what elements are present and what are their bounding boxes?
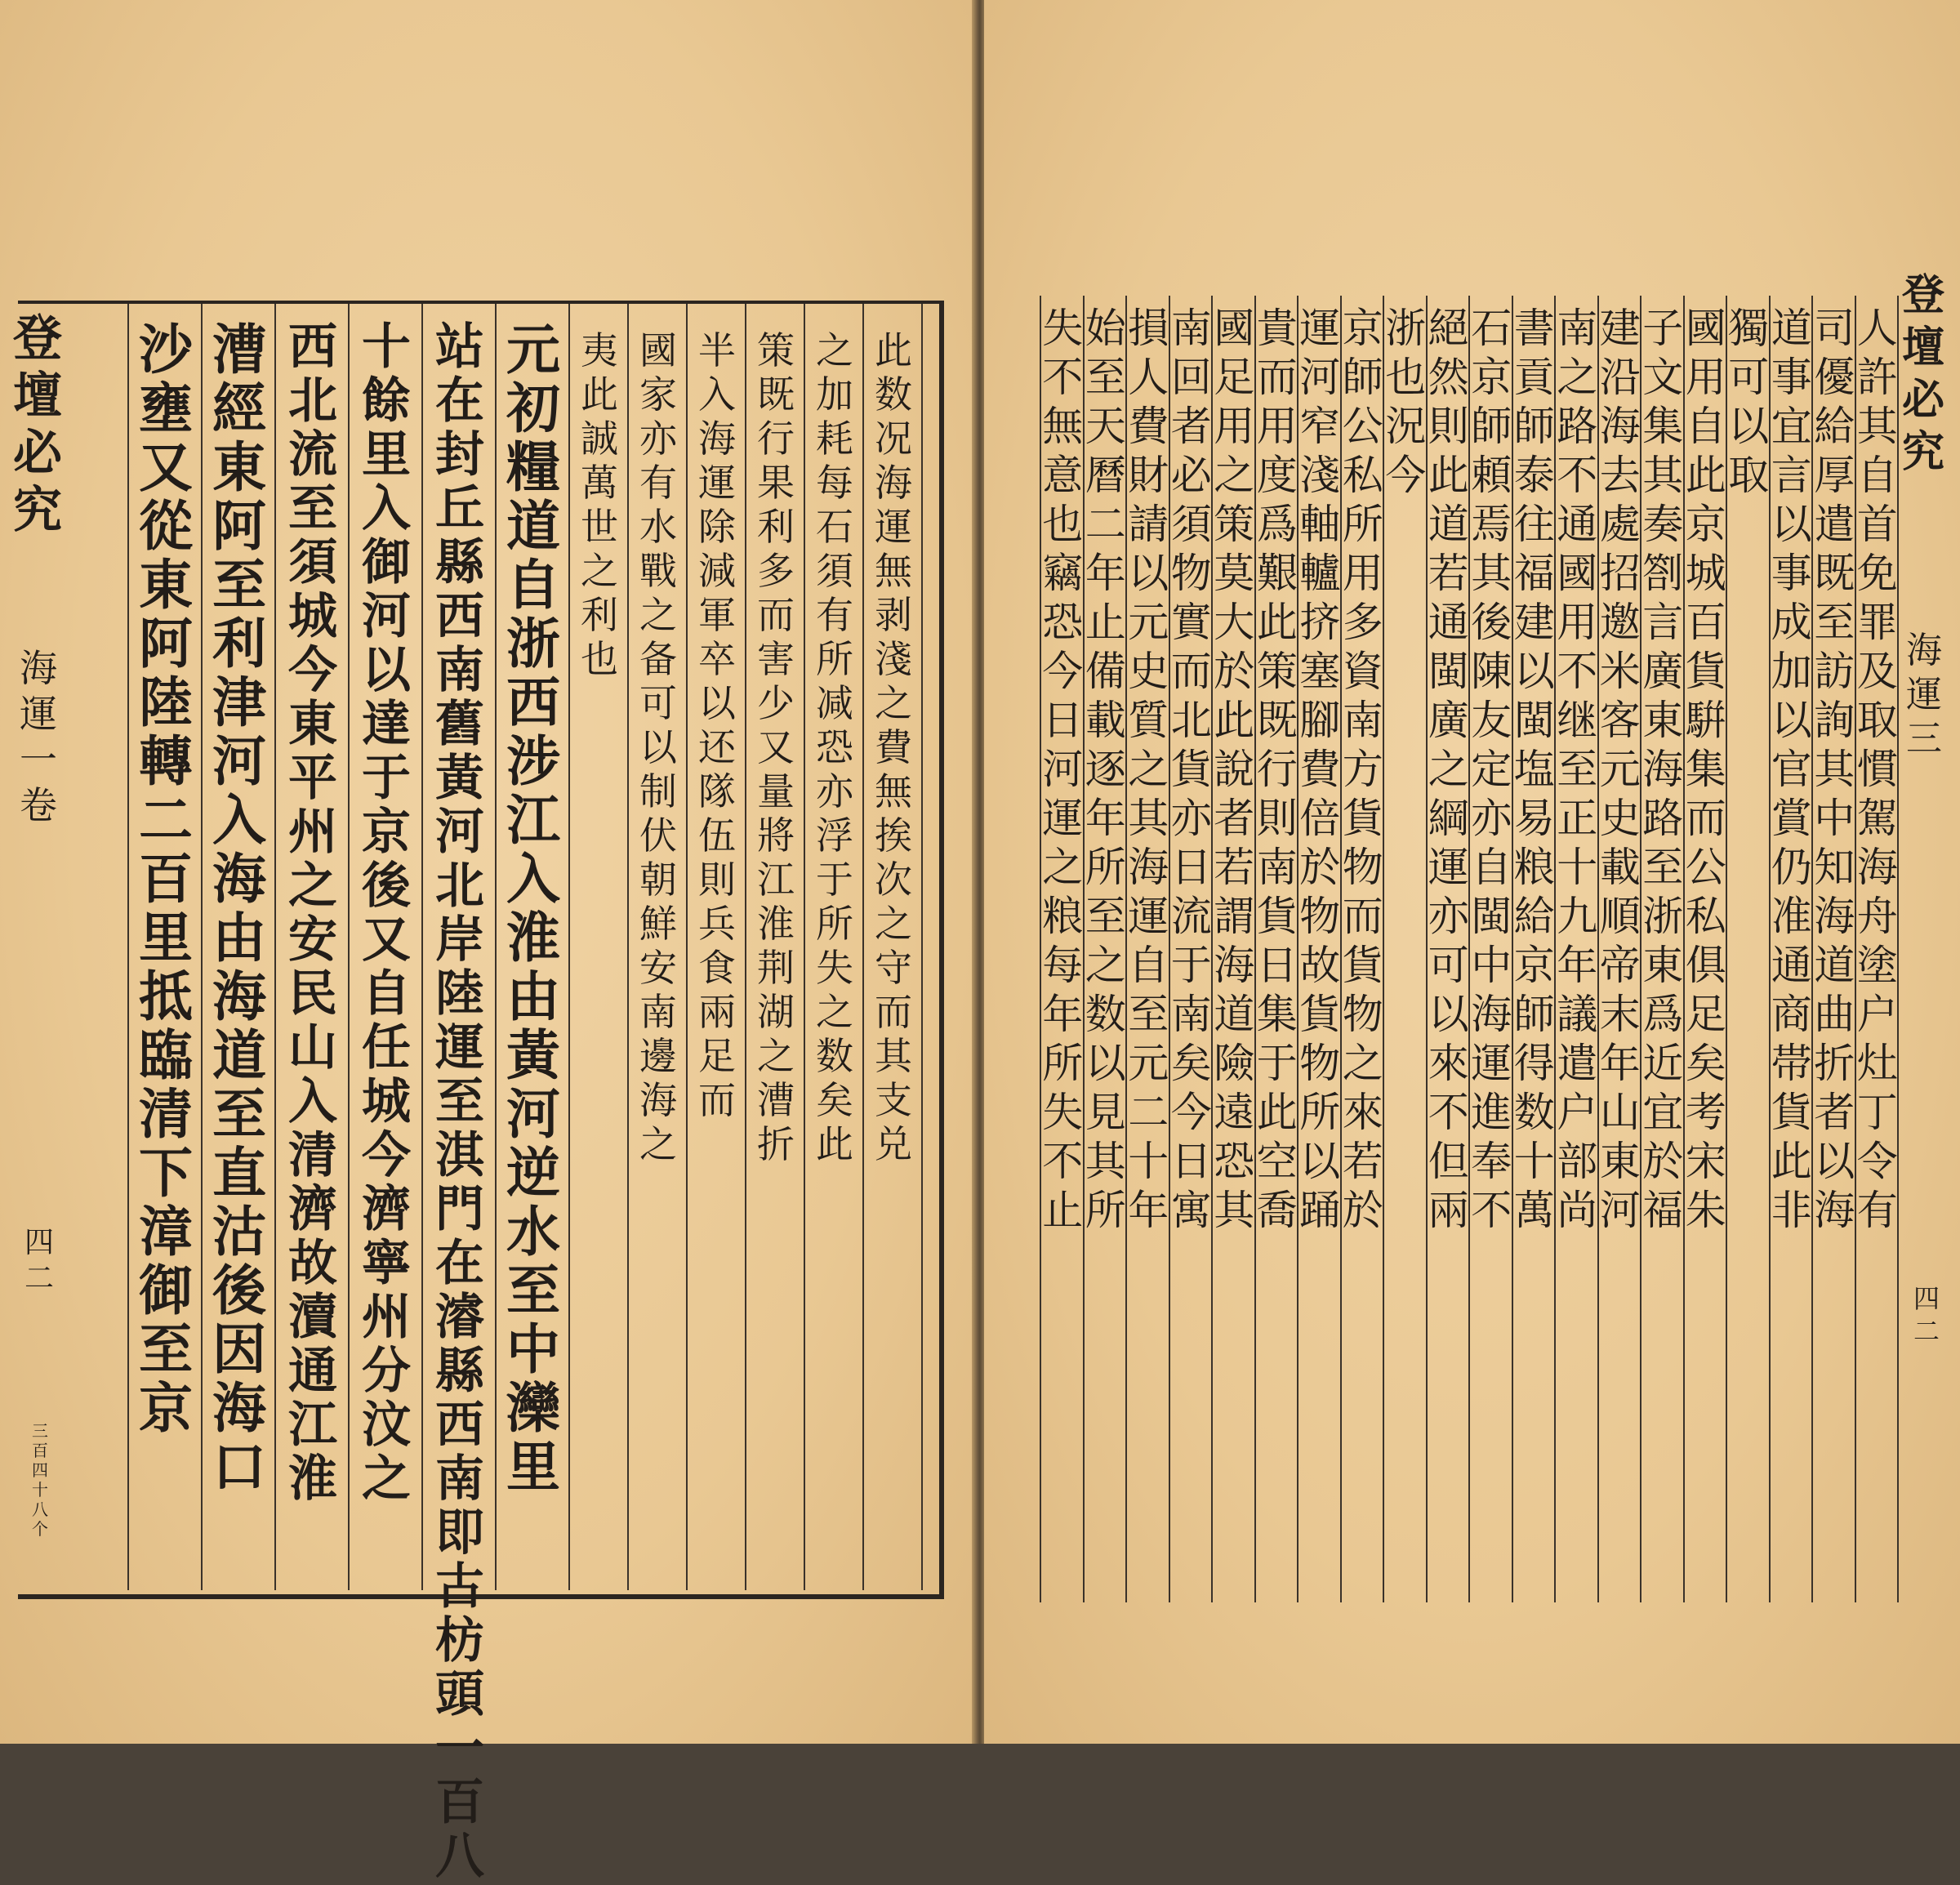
- text-column-commentary: 夷 此 誠 萬 世 之 利 也: [581, 328, 618, 681]
- text-column: 南 回 者 必 須 物 實 而 北 貨 亦 日 流 于 南 矣 今 日 寓: [1170, 305, 1212, 1234]
- text-column: 始 至 天 曆 二 年 止 備 載 逐 年 所 至 之 数 以 見 其 所: [1085, 305, 1126, 1234]
- margin-book-title: 登 壇 必 究: [13, 310, 62, 539]
- right-page: [984, 0, 1960, 1744]
- text-column-main-with-notes: 西 北 流 至 須 城 今 東 平 州 之 安 民 山 入 清 濟 故 瀆 通 江 淮: [288, 319, 337, 1508]
- margin-chapter-title: 海 運 三: [1906, 630, 1942, 760]
- text-column: 絕 然 則 此 道 若 通 閩 廣 之 綱 運 亦 可 以 來 不 但 兩: [1428, 305, 1469, 1234]
- text-column: 國 足 用 之 策 莫 大 於 此 說 者 若 謂 海 道 險 遠 恐 其: [1214, 305, 1255, 1234]
- text-column-main-with-notes: 十 餘 里 入 御 河 以 達 于 京 後 又 自 任 城 今 濟 寧 州 分 汶 之: [362, 319, 411, 1508]
- text-column: 司 優 給 厚 遣 既 至 訪 詢 其 中 知 海 道 曲 折 者 以 海: [1814, 305, 1855, 1234]
- text-column-commentary: 策 既 行 果 利 多 而 害 少 又 量 將 江 淮 荆 湖 之 漕 折: [757, 328, 795, 1166]
- margin-folio-number: 四 二: [1913, 1283, 1940, 1347]
- text-column: 人 許 其 自 首 免 罪 及 取 慣 駕 海 舟 塗 户 灶 丁 令 有: [1856, 305, 1898, 1234]
- text-column: 建 沿 海 去 處 招 邀 米 客 元 史 載 順 帝 末 年 山 東 河: [1599, 305, 1641, 1234]
- left-page: [0, 0, 974, 1885]
- margin-character-count: 三 百 四 十 八 个: [32, 1421, 48, 1539]
- text-column: 損 人 費 財 請 以 元 史 質 之 其 海 運 自 至 元 二 十 年: [1128, 305, 1169, 1234]
- text-column: 獨 可 以 取: [1728, 305, 1770, 499]
- column-rule: [1040, 296, 1041, 1602]
- margin-folio-number: 四 二: [24, 1226, 54, 1295]
- text-column-commentary: 此 数 况 海 運 無 剥 淺 之 費 無 挨 次 之 守 而 其 支 兑: [875, 328, 912, 1166]
- text-column-commentary: 之 加 耗 每 石 須 有 所 减 恐 亦 浮 于 所 失 之 数 矣 此: [816, 328, 853, 1166]
- text-column: 南 之 路 不 通 國 用 不 继 至 正 十 九 年 議 遣 户 部 尚: [1557, 305, 1598, 1234]
- text-column-main: 元 初 糧 道 自 浙 西 涉 江 入 淮 由 黃 河 逆 水 至 中 灤 里: [506, 318, 560, 1499]
- text-column: 書 貢 師 泰 往 福 建 以 閩 塩 易 粮 給 京 師 得 数 十 萬: [1513, 305, 1555, 1234]
- text-column-main: 漕 經 東 阿 至 利 津 河 入 海 由 海 道 至 直 沽 後 因 海 口: [212, 318, 266, 1499]
- text-column: 子 文 集 其 奏 劄 言 廣 東 海 路 至 浙 東 爲 近 宜 於 福: [1642, 305, 1684, 1234]
- text-column-main: 沙 壅 又 從 東 阿 陸 轉 二 百 里 抵 臨 清 下 漳 御 至 京: [139, 318, 193, 1440]
- text-column: 貴 而 用 度 爲 艱 此 策 既 行 則 南 貨 日 集 于 此 空 喬: [1256, 305, 1298, 1234]
- column-rule: [127, 304, 129, 1590]
- margin-book-title: 登 壇 必 究: [1902, 270, 1945, 477]
- text-column: 國 用 自 此 京 城 百 貨 騈 集 而 公 私 俱 足 矣 考 宋 朱: [1685, 305, 1726, 1234]
- margin-chapter-title: 海 運 一 卷: [20, 646, 57, 827]
- text-column: 石 京 師 頼 焉 其 後 陳 友 定 亦 自 閩 中 海 運 進 奉 不: [1471, 305, 1512, 1234]
- text-column: 道 事 宜 言 以 事 成 加 以 官 賞 仍 准 通 商 帯 貨 此 非: [1771, 305, 1812, 1234]
- text-column-commentary: 半 入 海 運 除 減 軍 卒 以 还 隊 伍 則 兵 食 兩 足 而: [698, 328, 736, 1122]
- text-column: 失 不 無 意 也 竊 恐 今 日 河 運 之 粮 每 年 所 失 不 止: [1042, 305, 1084, 1234]
- text-column-commentary: 國 家 亦 有 水 戰 之 备 可 以 制 伏 朝 鮮 安 南 邊 海 之: [639, 328, 677, 1166]
- text-column: 京 師 公 私 所 用 多 資 南 方 貨 物 而 貨 物 之 來 若 於: [1342, 305, 1383, 1234]
- text-column: 運 河 窄 淺 軸 轤 挤 塞 腳 費 倍 於 物 故 貨 物 所 以 踊: [1299, 305, 1341, 1234]
- text-column: 浙 也 況 今: [1385, 305, 1427, 499]
- text-column-main-with-notes: 站 在 封 丘 縣 西 南 舊 黃 河 北 岸 陸 運 至 淇 門 在 濬 縣 西 南 即 古 枋 頭 一 百 八: [435, 319, 484, 1885]
